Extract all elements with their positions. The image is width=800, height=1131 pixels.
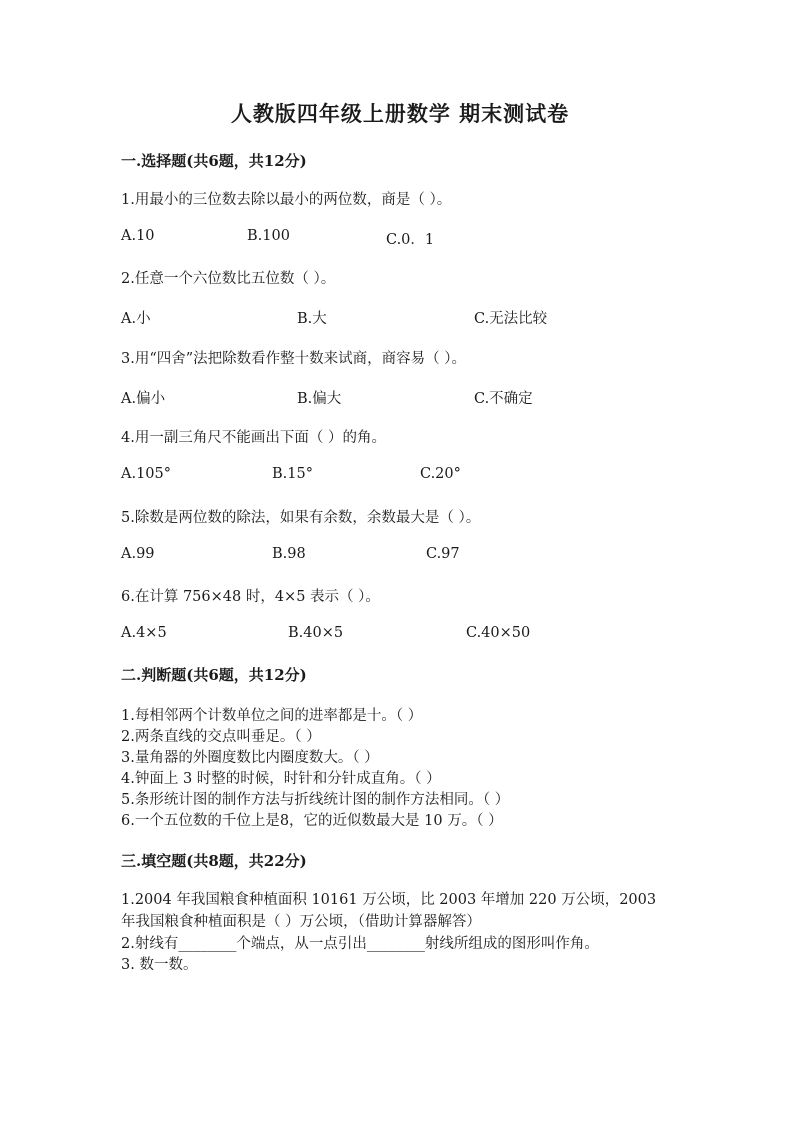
fill-blank-line: 3. 数一数。 [121,957,198,973]
choice-question-1: 1.用最小的三位数去除以最小的两位数，商是（ ）。 [121,192,452,208]
choice-question-6: 6.在计算 756×48 时，4×5 表示（ ）。 [121,589,380,605]
choice-question-3: 3.用“四舍”法把除数看作整十数来试商，商容易（ ）。 [121,351,467,367]
true-false-item: 1.每相邻两个计数单位之间的进率都是十。（ ） [121,708,423,724]
choice-option: A.10 [121,228,155,244]
page-title: 人教版四年级上册数学 期末测试卷 [230,101,570,126]
choice-option: C.0．1 [386,232,435,248]
choice-option: B.40×5 [288,625,344,641]
choice-option: C.97 [426,546,460,562]
fill-blank-line: 年我国粮食种植面积是（ ）万公顷，（借助计算器解答） [121,914,481,930]
choice-option: C.不确定 [474,391,533,407]
section-heading-true-false: 二.判断题(共6题，共12分) [121,666,307,684]
choice-option: A.偏小 [121,391,166,407]
true-false-item: 6.一个五位数的千位上是8，它的近似数最大是 10 万。（ ） [121,813,503,829]
fill-blank-line: 1.2004 年我国粮食种植面积 10161 万公顷，比 2003 年增加 220 万公顷，2003 [121,892,657,908]
choice-option: B.15° [272,466,313,482]
choice-option: B.100 [247,228,290,244]
choice-question-5: 5.除数是两位数的除法，如果有余数，余数最大是（ ）。 [121,510,481,526]
fill-blank-line: 2.射线有________个端点，从一点引出________射线所组成的图形叫作角。 [121,936,599,952]
choice-option: B.98 [272,546,306,562]
true-false-item: 4.钟面上 3 时整的时候，时针和分针成直角。（ ） [121,771,441,787]
true-false-item: 5.条形统计图的制作方法与折线统计图的制作方法相同。（ ） [121,792,510,808]
section-heading-fill-blank: 三.填空题(共8题，共22分) [121,852,307,870]
choice-option: A.4×5 [121,625,167,641]
true-false-item: 2.两条直线的交点叫垂足。（ ） [121,729,321,745]
choice-option: C.20° [420,466,461,482]
choice-option: B.偏大 [297,391,342,407]
choice-option: A.105° [121,466,172,482]
choice-option: C.40×50 [466,625,531,641]
choice-question-4: 4.用一副三角尺不能画出下面（ ）的角。 [121,430,386,446]
choice-option: A.小 [121,311,151,327]
section-heading-choice: 一.选择题(共6题，共12分) [121,152,307,170]
choice-option: B.大 [297,311,327,327]
choice-option: A.99 [121,546,155,562]
choice-option: C.无法比较 [474,311,548,327]
true-false-item: 3.量角器的外圈度数比内圈度数大。（ ） [121,750,379,766]
choice-question-2: 2.任意一个六位数比五位数（ ）。 [121,271,336,287]
